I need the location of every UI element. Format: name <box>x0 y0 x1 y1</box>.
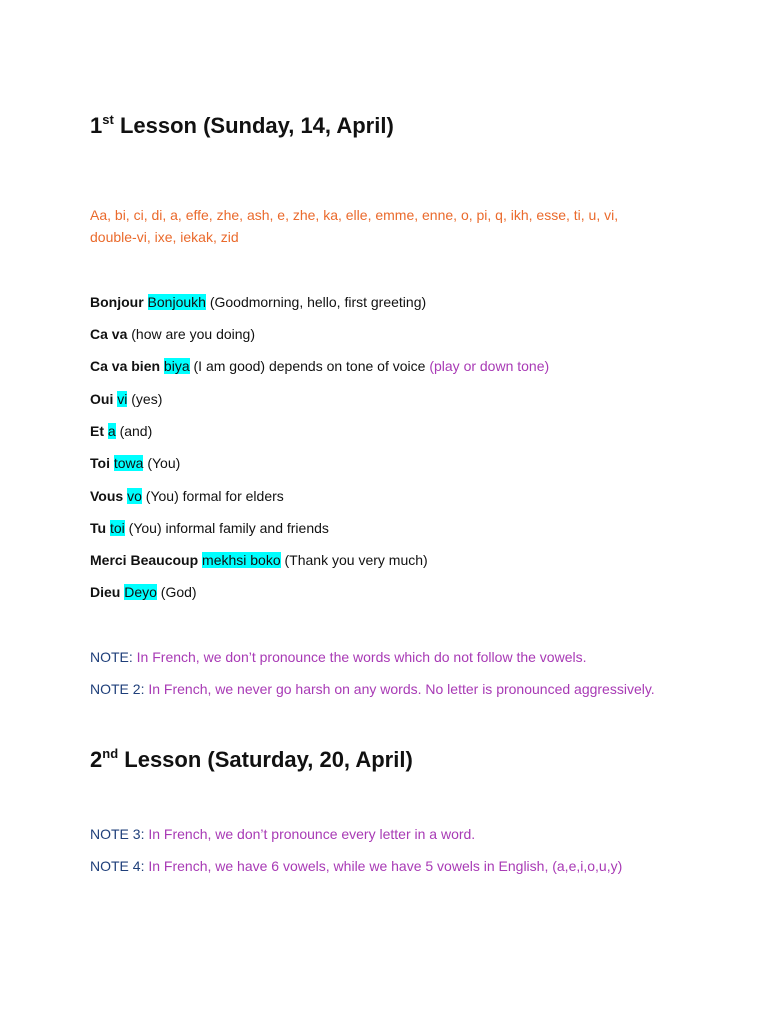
pronunciation-highlight: biya <box>163 358 190 374</box>
vocab-line <box>90 389 162 409</box>
meaning: (I am good) depends on tone of voice <box>189 358 430 374</box>
lesson-2-heading <box>90 747 413 773</box>
meaning: (You) informal family and friends <box>124 520 329 536</box>
french-word: Dieu <box>90 584 121 600</box>
french-word: Tu <box>90 520 107 536</box>
french-word: Ca va <box>90 326 128 342</box>
french-word: Merci Beaucoup <box>90 552 199 568</box>
vocab-line <box>90 453 180 473</box>
meaning: (yes) <box>127 391 163 407</box>
lesson-1-ordinal: st <box>102 112 114 127</box>
lesson-1-heading <box>90 113 394 139</box>
pronunciation-highlight: Bonjoukh <box>147 294 206 310</box>
note-label: NOTE 2: <box>90 681 145 697</box>
pronunciation-highlight: towa <box>113 455 144 471</box>
meaning: (You) <box>143 455 181 471</box>
note-line <box>90 824 475 844</box>
note-text: In French, we never go harsh on any words. No letter is pronounced aggressively. <box>144 681 655 697</box>
pronunciation-highlight: mekhsi boko <box>202 552 281 568</box>
lesson-1-number: 1 <box>90 113 103 138</box>
french-word: Et <box>90 423 104 439</box>
note-label: NOTE 3: <box>90 826 145 842</box>
french-word: Vous <box>90 488 124 504</box>
meaning: (Goodmorning, hello, first greeting) <box>205 294 427 310</box>
note-line <box>90 856 622 876</box>
vocab-line <box>90 518 329 538</box>
lesson-1-title: Lesson (Sunday, 14, April) <box>119 113 394 138</box>
meaning: (You) formal for elders <box>141 488 284 504</box>
vocab-line <box>90 421 152 441</box>
meaning: (Thank you very much) <box>280 552 428 568</box>
pronunciation-highlight: toi <box>109 520 125 536</box>
vocab-line <box>90 356 549 376</box>
pronunciation-highlight: vi <box>117 391 128 407</box>
alphabet-pronunciation: Aa, bi, ci, di, a, effe, zhe, ash, e, zhe, ka, elle, emme, enne, o, pi, q, ikh, esse, ti, u, vi, double-vi, ixe, iekak, zid <box>90 207 619 245</box>
note-label: NOTE: <box>90 649 133 665</box>
note-text: In French, we don’t pronounce the words which do not follow the vowels. <box>132 649 587 665</box>
pronunciation-highlight: Deyo <box>124 584 157 600</box>
lesson-2-ordinal: nd <box>102 746 119 761</box>
lesson-2-number: 2 <box>90 747 103 772</box>
pronunciation-highlight: a <box>107 423 116 439</box>
note-label: NOTE 4: <box>90 858 145 874</box>
french-word: Bonjour <box>90 294 144 310</box>
note-text: In French, we don’t pronounce every letter in a word. <box>144 826 476 842</box>
vocab-line <box>90 324 255 344</box>
lesson-2-title: Lesson (Saturday, 20, April) <box>124 747 413 772</box>
meaning: (God) <box>156 584 197 600</box>
note-line <box>90 679 655 699</box>
french-word: Toi <box>90 455 110 471</box>
meaning: (how are you doing) <box>127 326 255 342</box>
meaning: (and) <box>115 423 153 439</box>
pronunciation-highlight: vo <box>127 488 142 504</box>
vocab-line <box>90 292 426 312</box>
french-word: Ca va bien <box>90 358 161 374</box>
french-word: Oui <box>90 391 114 407</box>
note-text: In French, we have 6 vowels, while we have 5 vowels in English, (a,e,i,o,u,y) <box>144 858 623 874</box>
vocab-line <box>90 550 428 570</box>
tone-note: (play or down tone) <box>429 358 550 374</box>
note-line <box>90 647 586 667</box>
vocab-line <box>90 582 197 602</box>
vocab-line <box>90 486 284 506</box>
